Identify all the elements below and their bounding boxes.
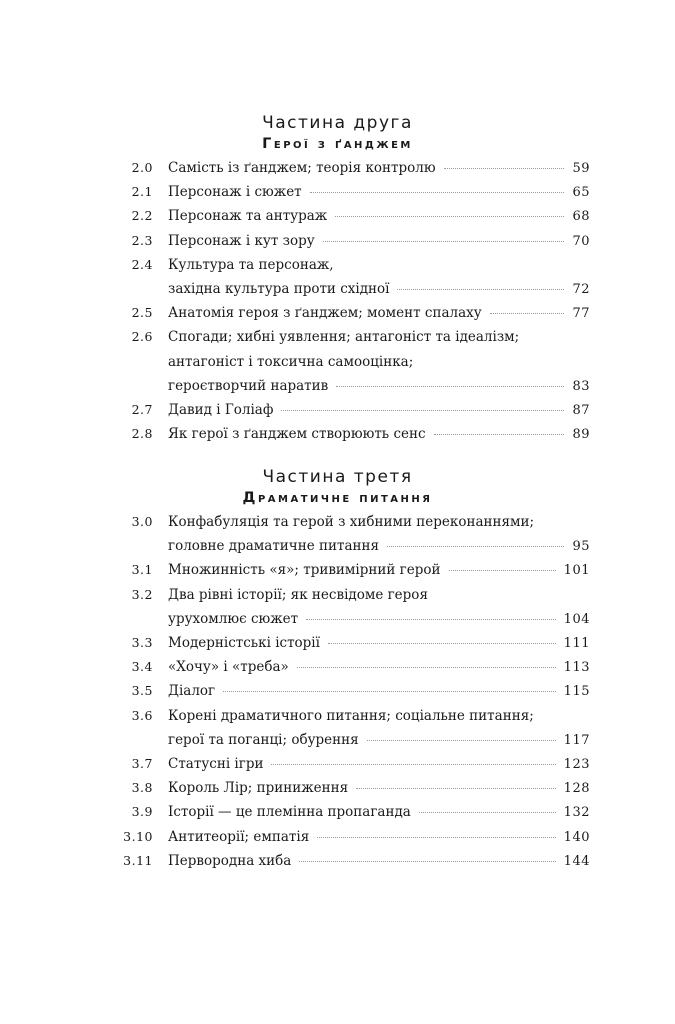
part-2-header (0, 112, 675, 154)
toc-entry-line (120, 730, 590, 750)
entry-number: 3.7 (131, 756, 153, 771)
toc-entry-line (120, 231, 590, 251)
entry-number: 3.6 (131, 708, 153, 723)
entry-line (168, 279, 590, 299)
entry-line (168, 303, 590, 323)
part-3-header (0, 466, 675, 508)
dot-leader (328, 643, 556, 644)
toc-entry-line (120, 327, 590, 347)
dot-leader (490, 313, 564, 314)
entry-line (168, 376, 590, 396)
entry-title: Статусні ігри (168, 756, 264, 772)
page-number: 95 (572, 539, 590, 554)
page-number: 144 (563, 854, 590, 869)
entry-number: 3.8 (131, 780, 153, 795)
toc-entry-line (120, 851, 590, 871)
part-title: Частина третя (262, 467, 413, 487)
entry-title: «Хочу» і «треба» (168, 659, 289, 675)
toc-entry-line (120, 536, 590, 556)
entry-title: героєтворчий наратив (168, 378, 329, 394)
page-number: 132 (563, 805, 590, 820)
dot-leader (323, 241, 564, 242)
dot-leader (367, 740, 556, 741)
entry-line (168, 681, 590, 701)
toc-entry-line (120, 560, 590, 580)
entry-title: Самість із ґанджем; теорія контролю (168, 160, 436, 176)
entry-line (168, 778, 590, 798)
toc-entry-line (120, 585, 590, 605)
entry-title: Король Лір; приниження (168, 780, 349, 796)
dot-leader (397, 289, 564, 290)
entry-line (168, 206, 590, 226)
entry-title: антагоніст і токсична самооцінка; (168, 354, 414, 370)
toc-entry-line (120, 400, 590, 420)
entry-number: 3.5 (131, 683, 153, 698)
toc-entry-line (120, 802, 590, 822)
dot-leader (356, 788, 555, 789)
page-number: 87 (572, 403, 590, 418)
page-number: 72 (572, 282, 590, 297)
entry-title: герої та поганці; обурення (168, 732, 359, 748)
entry-line (168, 158, 590, 178)
page-number: 101 (563, 563, 590, 578)
entry-line (168, 706, 590, 726)
page-number: 89 (572, 427, 590, 442)
toc-entry-line (120, 827, 590, 847)
entry-number: 2.4 (131, 257, 153, 272)
entry-title: Два рівні історії; як несвідоме героя (168, 587, 428, 603)
dot-leader (387, 546, 564, 547)
entry-title: Первородна хиба (168, 853, 292, 869)
part-title: Частина друга (262, 113, 413, 133)
page-number: 77 (572, 306, 590, 321)
entry-line (168, 560, 590, 580)
entry-line (168, 633, 590, 653)
dot-leader (223, 691, 556, 692)
part-subtitle: Герої з ґанджем (262, 136, 413, 152)
entry-number: 3.2 (131, 587, 153, 602)
toc-entry-line (120, 255, 590, 275)
entry-title: Анатомія героя з ґанджем; момент спалаху (168, 305, 482, 321)
entry-number: 3.11 (123, 853, 153, 868)
page-number: 111 (563, 636, 590, 651)
entry-number: 3.3 (131, 635, 153, 650)
entry-title: Діалог (168, 683, 216, 699)
entry-title: Як герої з ґанджем створюють сенс (168, 426, 426, 442)
entry-number: 2.0 (131, 160, 153, 175)
toc-entry-line (120, 706, 590, 726)
entry-number: 2.2 (131, 208, 153, 223)
dot-leader (444, 168, 564, 169)
entry-number: 2.5 (131, 305, 153, 320)
entry-line (168, 730, 590, 750)
page-number: 113 (563, 660, 590, 675)
toc-entry-line (120, 424, 590, 444)
entry-line (168, 609, 590, 629)
entry-title: головне драматичне питання (168, 538, 380, 554)
page-number: 70 (572, 234, 590, 249)
dot-leader (449, 570, 556, 571)
entry-line (168, 851, 590, 871)
entry-title: Персонаж і кут зору (168, 233, 315, 249)
entry-title: Антитеорії; емпатія (168, 829, 310, 845)
entry-title: Модерністські історії (168, 635, 320, 651)
entry-line (168, 255, 590, 275)
entry-line (168, 754, 590, 774)
dot-leader (335, 216, 564, 217)
entry-number: 3.1 (131, 562, 153, 577)
page-number: 68 (572, 209, 590, 224)
toc-entry-line (120, 657, 590, 677)
dot-leader (317, 837, 555, 838)
entry-number: 2.7 (131, 402, 153, 417)
entry-line (168, 352, 590, 372)
entry-number: 2.6 (131, 329, 153, 344)
entry-title: Множинність «я»; тривимірний герой (168, 562, 441, 578)
dot-leader (336, 386, 564, 387)
toc-entry-line (120, 182, 590, 202)
entry-number: 3.4 (131, 659, 153, 674)
toc-entry-line (120, 376, 590, 396)
entry-number: 2.8 (131, 426, 153, 441)
toc-entry-line (120, 206, 590, 226)
page-number: 83 (572, 379, 590, 394)
toc-entry-line (120, 754, 590, 774)
toc-entry-line (120, 633, 590, 653)
entry-number: 3.9 (131, 804, 153, 819)
dot-leader (306, 619, 556, 620)
entry-line (168, 657, 590, 677)
entry-line (168, 327, 590, 347)
entry-line (168, 424, 590, 444)
dot-leader (299, 861, 555, 862)
page-number: 123 (563, 757, 590, 772)
dot-leader (419, 812, 556, 813)
entry-line (168, 827, 590, 847)
entry-number: 2.3 (131, 233, 153, 248)
entry-number: 3.10 (123, 829, 153, 844)
entry-number: 2.1 (131, 184, 153, 199)
entry-line (168, 231, 590, 251)
page-number: 140 (563, 830, 590, 845)
toc-entry-line (120, 352, 590, 372)
entry-title: Персонаж та антураж (168, 208, 328, 224)
page-number: 59 (572, 161, 590, 176)
toc-entry-line (120, 512, 590, 532)
page-number: 65 (572, 185, 590, 200)
entry-line (168, 536, 590, 556)
entry-title: Спогади; хибні уявлення; антагоніст та ідеалізм; (168, 329, 520, 345)
dot-leader (281, 410, 564, 411)
toc-entry-line (120, 303, 590, 323)
entry-line (168, 182, 590, 202)
dot-leader (271, 764, 555, 765)
toc-entry-line (120, 279, 590, 299)
entry-title: урухомлює сюжет (168, 611, 299, 627)
toc-entry-line (120, 609, 590, 629)
entry-title: західна культура проти східної (168, 281, 390, 297)
dot-leader (310, 192, 564, 193)
entry-line (168, 585, 590, 605)
page-number: 117 (563, 733, 590, 748)
page-number: 115 (563, 684, 590, 699)
entry-line (168, 802, 590, 822)
entry-title: Конфабуляція та герой з хибними переконаннями; (168, 514, 535, 530)
entry-title: Корені драматичного питання; соціальне питання; (168, 708, 534, 724)
toc-entry-line (120, 681, 590, 701)
entry-line (168, 400, 590, 420)
entry-title: Давид і Голіаф (168, 402, 274, 418)
dot-leader (434, 434, 564, 435)
page-number: 128 (563, 781, 590, 796)
toc-entry-line (120, 778, 590, 798)
entry-title: Персонаж і сюжет (168, 184, 302, 200)
entry-number: 3.0 (131, 514, 153, 529)
part-subtitle: Драматичне питання (242, 490, 433, 506)
page-number: 104 (563, 612, 590, 627)
toc-entry-line (120, 158, 590, 178)
entry-title: Культура та персонаж, (168, 257, 334, 273)
entry-title: Історії — це племінна пропаганда (168, 804, 411, 820)
entry-line (168, 512, 590, 532)
dot-leader (297, 667, 556, 668)
